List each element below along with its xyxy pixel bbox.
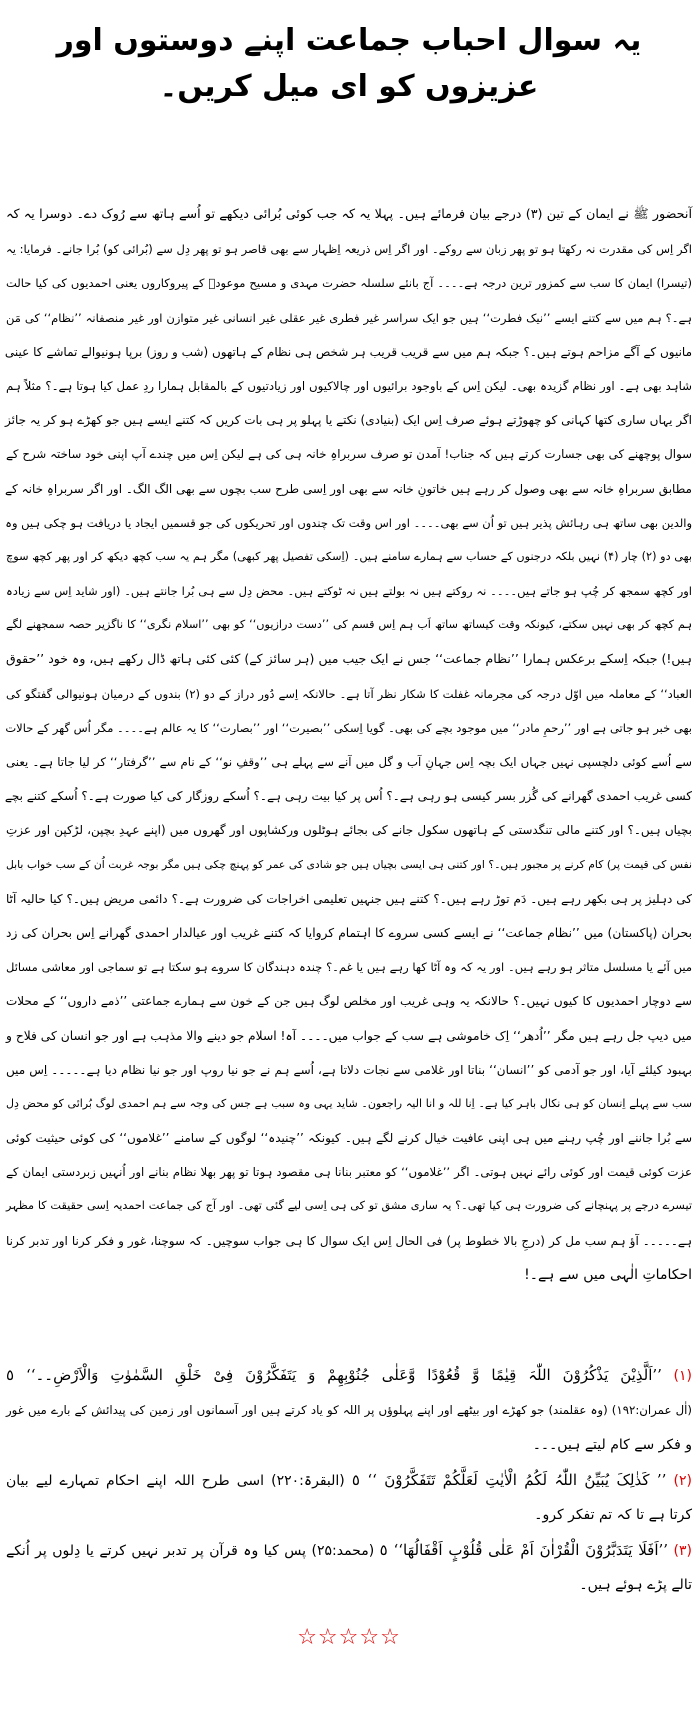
quote-number: (۲) — [673, 1473, 692, 1489]
paragraph-line: بہبود کیلئے آیا، اور جو آدمی کو ’’انسان‘‘ بناتا اور غلامی سے نجات دلاتا ہے، اُسے ہم نے جو نیا روپ اور جو نیا نظام دیا ہے۔۔۔۔۔ اِس میں — [6, 1062, 692, 1077]
paragraph-line: سوال پوچھنے کی بھی جسارت کرتے ہیں کہ جناب! آمدن تو صرف سربراہِ خانہ ہی کی ہے لیکن اِس میں چندے آپ اپنی خود ساختہ شرح کے — [6, 447, 692, 462]
quran-references — [6, 1358, 692, 1603]
paragraph-line: مطابق سربراہِ خانہ سے بھی وصول کر رہے ہیں خاتونِ خانہ سے بھی اور اِسی طرح سب بچوں سے بھی الگ الگ۔ اور اگر سربراہِ خانہ کے — [5, 481, 692, 496]
paragraph-line: تیسرے درجے پر پہنچانے کی ضرورت ہی کیا تھی۔؟ یہ ساری مشق تو کی ہی اِسی لیے گئی تھی۔ اور آج کی جماعت احمدیہ اِسی حقیقت کا مظہر — [6, 1199, 692, 1213]
paragraph-line: اگر اِس کی مقدرت نہ رکھتا ہو تو پھر زبان سے روکے۔ اور اگر اِس ذریعہ اِظہار سے بھی قاصر ہو تو پھر دِل سے (بُرائی کو) بُرا جانے۔ فرمایا: یہ — [6, 242, 692, 257]
paragraph-line: بھی دو (۲) چار (۴) نہیں بلکہ درجنوں کے حساب سے ہمارے سامنے ہیں۔ (اِسکی تفصیل پھر کبھی) مگر ہم یہ سب کچھ دیکھ کر اور پھر کچھ سوچ — [6, 549, 692, 563]
paragraph-line: عزت کوئی قیمت اور کوئی رائے نہیں ہوتی۔ اگر ’’غلاموں‘‘ کو معتبر بنانا ہی مقصود ہوتا تو پھر بھلا نظام بنانے اور اُنہیں زبردستی ایمان کے — [6, 1165, 692, 1180]
paragraph-line: کسی غریب احمدی گھرانے کی گُزر بسر کیسی ہو رہی ہے۔؟ اُس پر کیا بیت رہی ہے۔؟ اُسکے روزگار کی کیا صورت ہے۔؟ اُسکے کتنے بچے — [4, 789, 692, 804]
quote-1-translation-line: (اٰل عمران:۱۹۲) (وہ عقلمند) جو کھڑے اور بیٹھے اور اپنے پہلوؤں پر اللہ کو یاد کرتے ہیں اور آسمانوں اور زمین کی پیدائش کے بارے میں غور — [6, 1403, 692, 1417]
star-divider: ☆☆☆☆☆ — [297, 1625, 401, 1650]
paragraph-line: ہے۔؟ ہم میں سے کتنے ایسے ’’نیک فطرت‘‘ ہیں جو ایک سراسر غیر فطری غیر عقلی غیر انسانی غیر متوازن اور غیر منصفانہ ’’نظام‘‘ کی مَن — [6, 310, 692, 325]
paragraph-line: اور کچھ سمجھ کر چُپ ہو جاتے ہیں۔۔۔۔ نہ روکتے ہیں نہ بولتے ہیں نہ ٹوکتے ہیں۔ محض دِل سے ہی بُرا جانتے ہیں۔ (اور شاید اِس سے زیادہ — [6, 584, 692, 599]
quote-2-ayah-line — [6, 1463, 692, 1498]
paragraph-line: ہیں!) جبکہ اِسکے برعکس ہمارا ’’نظام جماعت‘‘ جس نے ایک جیب میں (ہر سائز کے) کئی کئی ہاتھ ڈال رکھے ہیں، وہ خود ’’حقوق — [6, 651, 692, 667]
quote-ayah: ’’ کَذٰلِکَ یُبَیِّنُ اللّٰہُ لَکُمُ الْاٰیٰتِ لَعَلَّکُمْ تَتَفَکَّرُوْنَ ‘‘ ٥ — [351, 1471, 667, 1489]
quote-1-ayah-line — [6, 1358, 692, 1393]
paragraph-line: ہم کچھ کر بھی نہیں سکتے، کیونکہ وقت کیساتھ ساتھ اَب ہم اِس قسم کی ’’دست درازیوں‘‘ کو بھی ’’اسلام نگری‘‘ کا ناگزیر حصہ سمجھنے لگے — [6, 618, 692, 632]
paragraph-line: سب سے پہلے اِنسان کو ہی نکال باہر کیا ہے۔ اِنا للہ و انا الیہ راجعون۔ شاید یہی وہ سبب ہے جس کی وجہ سے ہم احمدی لوگ بُرائی کو محض دِل — [6, 1096, 692, 1110]
paragraph-line: اگر یہاں ساری کتھا کہانی کو چھوڑتے ہوئے صرف اِس ایک (بنیادی) نکتے یا پہلو پر ہی بات کریں کہ کتنے ایسے ہیں جو کھڑے ہو کر یہ جائز — [5, 413, 692, 428]
paragraph-line: ہے۔۔۔۔۔ آؤ ہم سب مل کر (درجِ بالا خطوط پر) فی الحال اِس ایک سوال کا ہی جواب سوچیں۔ کہ سوچنا، غور و فکر کرنا اور تدبر کرنا — [6, 1233, 692, 1248]
paragraph-line: کی دہلیز پر ہی بکھر رہے ہیں۔ دَم توڑ رہے ہیں۔؟ کتنے ہیں جنہیں تعلیمی اخراجات کی ضرورت ہے۔؟ دائمی مریض ہیں۔؟ کیا حالیہ آٹا — [6, 891, 692, 906]
quote-number: (۱) — [673, 1368, 693, 1384]
paragraph-line: میں دیپ جل رہے ہیں مگر ’’اُدھر‘‘ اِک خاموشی ہے سب کے جواب میں۔۔۔۔ آہ! اسلام جو دینے والا مذہب ہے اور جو انسان کی فلاح و — [6, 1028, 692, 1043]
article-body — [6, 198, 692, 1292]
quote-ayah: ’’اَفَلَا یَتَدَبَّرُوْنَ الْقُرْاٰنَ اَمْ عَلٰی قُلُوْبٍ اَقْفَالُھَا‘‘ ٥ — [379, 1541, 669, 1559]
paragraph-line: العباد‘‘ کے معاملہ میں اوّل درجہ کی مجرمانہ غفلت کا شکار نظر آتا ہے۔ حالانکہ اِسے دُور دراز کے دو (۲) بندوں کے درمیان ہونیوالی گفتگو کی — [6, 686, 692, 701]
paragraph-line: میں آئے یا مسلسل متاثر ہو رہے ہیں۔ اور یہ کہ وہ آٹا کھا رہے ہیں یا غم۔؟ چندہ دہندگان کا سروے ہو سکتا ہے تو سماجی اور معاشی مسائل — [6, 960, 692, 975]
paragraph-line: بھی خبر ہو جاتی ہے اور ’’رحمِ مادر‘‘ میں موجود بچے کی بھی۔ گویا اِسکی ’’بصیرت‘‘ اور ’’بصارت‘‘ کا یہ عالم ہے۔۔۔۔ مگر اُس گھر کے حالات — [5, 720, 692, 735]
paragraph-line: (تیسرا) ایمان کا سب سے کمزور ترین درجہ ہے۔۔۔۔ آج بانئے سلسلہ حضرت مہدی و مسیح موعودؑ کے پیروکاروں یعنی احمدیوں کی کیا حالت — [6, 276, 692, 291]
paragraph-line: سے اُسے کوئی دلچسپی نہیں جہاں ایک بچہ اِس جہانِ آب و گل میں آنے سے پہلے ہی ’’وقفِ نو‘‘ کے نام سے ’’گرفتار‘‘ کر لیا جاتا ہے۔ یعنی — [6, 755, 692, 769]
paragraph-line: سے دوچار احمدیوں کا کیوں نہیں۔؟ حالانکہ یہ وہی غریب اور مخلص لوگ ہیں جن کے خون سے ہمارے جماعتی ’’ذمے داروں‘‘ کے محلات — [6, 994, 692, 1009]
paragraph-line: شاہد بھی ہے۔ اور نظام گزیدہ بھی۔ لیکن اِس کے باوجود برائیوں اور چالاکیوں اور زیادتیوں کے بالمقابل ہمارا ردِ عمل کیا ہوتا ہے۔؟ مثلاً ہم — [6, 378, 692, 393]
paragraph-line: احکاماتِ الٰہی میں سے ہے۔! — [524, 1266, 692, 1283]
quote-3-ayah-line — [6, 1533, 692, 1568]
quote-2-translation-line: کرتا ہے تا کہ تم تفکر کرو۔ — [534, 1507, 692, 1523]
quote-1-translation-line: و فکر سے کام لیتے ہیں۔۔۔ — [532, 1437, 692, 1453]
paragraph-line: والدین بھی ساتھ ہی رہائش پذیر ہیں تو اُن سے بھی۔۔۔۔ اور اس وقت تک چندوں اور تحریکوں کی جو قسمیں ایجاد یا دریافت ہو چکی ہیں وہ — [5, 515, 692, 530]
quote-number: (۳) — [673, 1543, 692, 1559]
page-title: یہ سوال احباب جماعت اپنے دوستوں اور عزیزوں کو ای میل کریں۔ — [56, 23, 642, 104]
paragraph-line: بچیاں ہیں۔؟ اور کتنے مالی تنگدستی کے ہاتھوں سکول جانے کی بجائے ہوٹلوں ورکشاپوں اور گھروں میں (اپنے عہدِ بچپن، لڑکپن اور عزتِ — [6, 823, 693, 838]
quote-translation: (البقرۃ:۲۲۰) اسی طرح اللہ اپنے احکام تمہارے لیے بیان — [6, 1473, 345, 1489]
quote-3-translation-line: تالے پڑے ہوئے ہیں۔ — [579, 1577, 692, 1593]
quote-translation: (محمد:۲۵) پس کیا وہ قرآن پر تدبر نہیں کرتے یا دِلوں پر اُنکے — [6, 1543, 375, 1559]
paragraph-line: نفس کی قیمت پر) کام کرنے پر مجبور ہیں۔؟ اور کتنی ہی ایسی بچیاں ہیں جو شادی کی عمر کو پہنچ چکی ہیں مگر بوجہ غربت اُن کے سب خواب بابل — [6, 857, 692, 871]
paragraph-line: سے بُرا جاننے اور چُپ رہنے میں ہی اپنی عافیت خیال کرنے لگے ہیں۔ کیونکہ ’’چنیدہ‘‘ لوگوں کے سامنے ’’غلاموں‘‘ کی کوئی حیثیت کوئی — [6, 1131, 692, 1146]
paragraph-line: بحران (پاکستان) میں ’’نظام جماعت‘‘ نے ایسے کسی سروے کا اہتمام کروایا کہ کتنے غریب اور عیالدار احمدی گھرانے اِس بحران کی زد — [6, 925, 692, 940]
paragraph-line: آنحضور ﷺ نے ایمان کے تین (۳) درجے بیان فرمائے ہیں۔ پہلا یہ کہ جب کوئی بُرائی دیکھے تو اُسے ہاتھ سے رُوک دے۔ دوسرا یہ کہ — [6, 207, 692, 222]
quote-ayah: ’’اَلَّذِیْنَ یَذْکُرُوْنَ اللّٰہَ قِیٰمًا وَّ قُعُوْدًا وَّعَلٰی جُنُوْبِھِمْ وَ یَتَفَکَّرُوْنَ فِیْ خَلْقِ السَّمٰوٰتِ وَالْاَرْضِ۔۔‘‘ ٥ — [6, 1366, 662, 1384]
paragraph-line: مانیوں کے آگے مزاحم ہوتے ہیں۔؟ جبکہ ہم میں سے قریب قریب ہر شخص ہی نظام کے ہاتھوں (شب و روز) برپا ہونیوالے تماشے کا عینی — [4, 344, 692, 359]
